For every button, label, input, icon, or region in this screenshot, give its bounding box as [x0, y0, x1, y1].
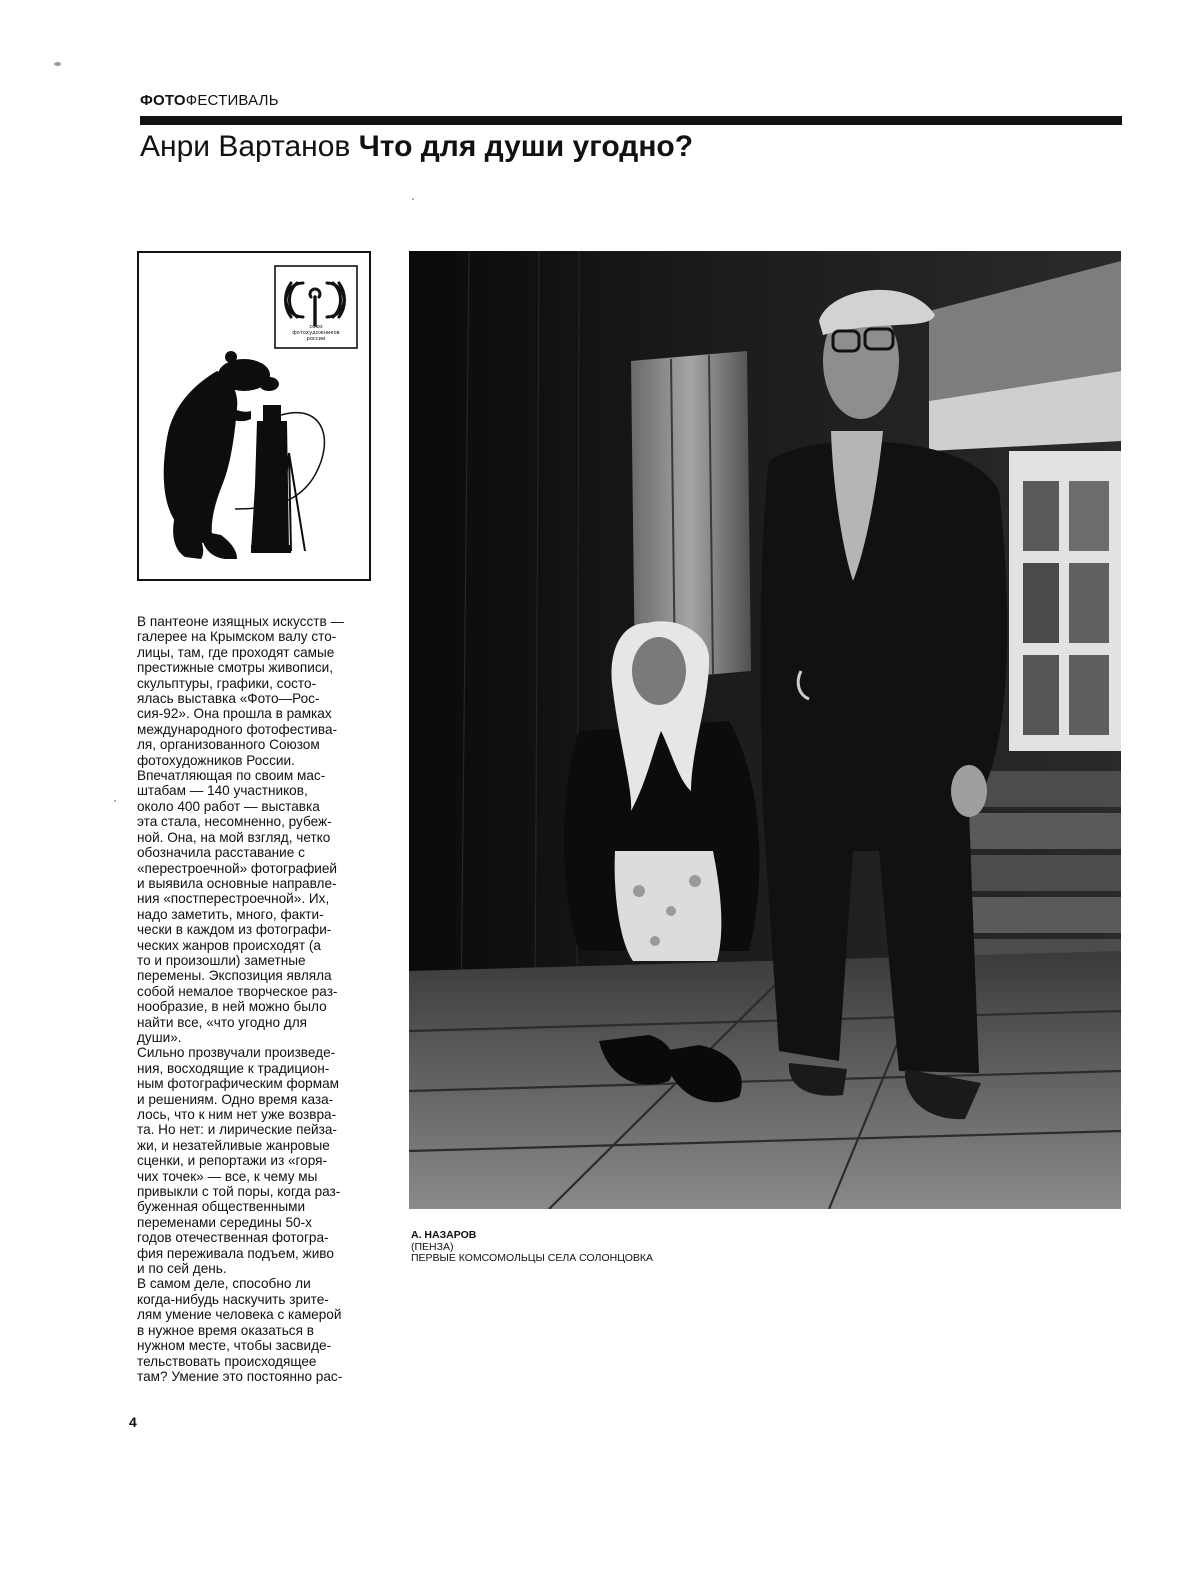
- article-body: [137, 614, 377, 1384]
- article-line: лям умение человека с камерой: [137, 1307, 342, 1323]
- article-line: собой немалое творческое раз-: [137, 983, 338, 999]
- article-line: переменами середины 50-х: [137, 1214, 312, 1230]
- article-title: Что для души угодно?: [358, 130, 694, 163]
- emblem-text-1: союз: [309, 324, 323, 330]
- festival-logo-illustration: [137, 251, 371, 581]
- rubric-regular: ФЕСТИВАЛЬ: [185, 92, 279, 109]
- header-rule: [140, 116, 1122, 125]
- photograph: [409, 251, 1121, 1209]
- article-line: души».: [137, 1029, 182, 1045]
- article-line: галерее на Крымском валу сто-: [137, 629, 337, 645]
- caption-city: (ПЕНЗА): [411, 1240, 454, 1253]
- article-line: фотохудожников России.: [137, 752, 295, 768]
- article-line: найти все, «что угодно для: [137, 1014, 308, 1030]
- photo-scene: [409, 251, 1121, 1209]
- article-line: около 400 работ — выставка: [137, 798, 320, 814]
- article-line: та. Но нет: и лирические пейза-: [137, 1122, 337, 1138]
- article-line: жи, и незатейливые жанровые: [137, 1137, 330, 1153]
- article-line: В самом деле, способно ли: [137, 1276, 311, 1292]
- article-author: Анри Вартанов: [140, 130, 351, 163]
- article-line: Сильно прозвучали произведе-: [137, 1045, 336, 1061]
- article-line: обозначила расставание с: [137, 845, 305, 861]
- article-line: нообразие, в ней можно было: [137, 999, 327, 1015]
- window-panes: [1009, 451, 1121, 751]
- article-line: нужном месте, чтобы засвиде-: [137, 1338, 332, 1354]
- article-line: штабам — 140 участников,: [137, 783, 308, 799]
- bear-camera-illustration: [139, 253, 369, 579]
- article-line: ля, организованного Союзом: [137, 737, 320, 753]
- article-line: сценки, и репортажи из «горя-: [137, 1153, 328, 1169]
- section-rubric: [140, 92, 279, 109]
- article-line: лицы, там, где проходят самые: [137, 644, 335, 660]
- scan-mark: [114, 800, 116, 802]
- article-line: привыкли с той поры, когда раз-: [137, 1184, 341, 1200]
- article-line: ния, восходящие к традицион-: [137, 1060, 330, 1076]
- scan-mark: [412, 198, 414, 200]
- article-line: ялась выставка «Фото—Рос-: [137, 691, 320, 707]
- article-line: международного фотофестива-: [137, 721, 338, 737]
- article-line: сия-92». Она прошла в рамках: [137, 706, 332, 722]
- article-line: чих точек» — все, к чему мы: [137, 1168, 318, 1184]
- article-line: буженная общественными: [137, 1199, 306, 1215]
- article-line: ной. Она, на мой взгляд, четко: [137, 829, 331, 845]
- article-line: Впечатляющая по своим мас-: [137, 768, 326, 784]
- article-line: в нужное время оказаться в: [137, 1322, 314, 1338]
- article-line: «перестроечной» фотографией: [137, 860, 338, 876]
- caption-title: ПЕРВЫЕ КОМСОМОЛЬЦЫ СЕЛА СОЛОНЦОВКА: [411, 1252, 654, 1264]
- article-line: В пантеоне изящных искусств —: [137, 614, 345, 629]
- article-line: надо заметить, много, факти-: [137, 906, 324, 922]
- article-line: и решениям. Одно время каза-: [137, 1091, 334, 1107]
- article-line: скульптуры, графики, состо-: [137, 675, 317, 691]
- article-line: тельствовать происходящее: [137, 1353, 317, 1369]
- article-line: лось, что к ним нет уже возвра-: [137, 1107, 337, 1122]
- rubric-bold: ФОТО: [140, 92, 186, 109]
- article-line: когда-нибудь наскучить зрите-: [137, 1291, 329, 1307]
- article-line: то и произошли) заметные: [137, 952, 306, 968]
- article-line: престижные смотры живописи,: [137, 660, 333, 676]
- caption-photographer: А. НАЗАРОВ: [411, 1229, 477, 1241]
- article-line: фия переживала подъем, живо: [137, 1245, 334, 1261]
- article-line: чески в каждом из фотографи-: [137, 922, 332, 938]
- article-line: ным фотографическим формам: [137, 1076, 339, 1092]
- article-line: ческих жанров происходят (а: [137, 937, 321, 953]
- article-line: годов отечественная фотогра-: [137, 1230, 329, 1246]
- article-line: перемены. Экспозиция являла: [137, 968, 332, 984]
- article-line: там? Умение это постоянно рас-: [137, 1368, 343, 1384]
- article-line: ния «постперестроечной». Их,: [137, 891, 330, 907]
- scan-mark: [54, 62, 61, 66]
- page-number: 4: [129, 1414, 137, 1430]
- photo-caption: [411, 1230, 811, 1265]
- house-siding: [969, 771, 1121, 979]
- article-line: и выявила основные направле-: [137, 875, 337, 891]
- emblem-text-2: фотохудожников: [292, 330, 340, 336]
- article-line: эта стала, несомненно, рубеж-: [137, 814, 332, 830]
- article-line: и по сей день.: [137, 1261, 227, 1277]
- emblem-text-3: россии: [306, 336, 326, 342]
- article-headline: [140, 128, 693, 166]
